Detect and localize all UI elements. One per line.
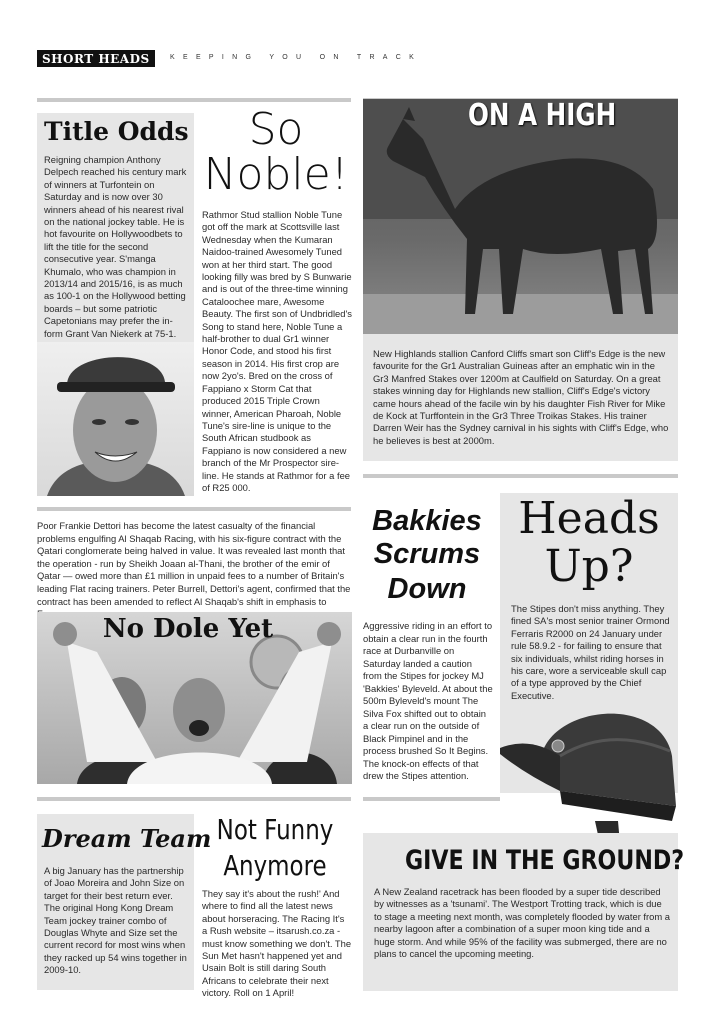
not-funny-heading-1: Not Funny xyxy=(216,813,334,846)
so-noble-heading-2: Noble! xyxy=(203,149,349,200)
title-odds-body: Reigning champion Anthony Delpech reached his century mark of winners at Turfontein on Saturday and is now over 30 winners ahead of his nearest rival on the national jockey table. He is hot favourite on Hollywoodbets to lift the title for the second consecutive year. S'manga Khumalo, who was champion in 2013/14 and 2015/16, is as much as 100-1 on the Hollywood betting boards – but some patriotic Capetonians may prefer the in-form Grant Van Niekerk at 75-1. xyxy=(44,154,187,339)
heads-up-heading-1: Heads xyxy=(518,493,660,544)
no-dole-heading: No Dole Yet xyxy=(102,614,274,644)
divider xyxy=(363,474,678,478)
no-dole-body: Poor Frankie Dettori has become the latest casualty of the financial problems engulfing Al Shaqab Racing, with his six-figure contract with the Qatari conglomerate being halved in value. It was revealed last month that the operation - run by Sheikh Joaan al-Thani, the brother of the emir of Qatar — owed more than £1 million in unpaid fees to a number of Britain's leading Flat racing trainers. Peter Burrell, Dettori's agent, confirmed that the contract has been amended to reflect Al Shaqab's shift in emphasis to xyxy=(37,520,351,607)
on-a-high-body: New Highlands stallion Canford Cliffs smart son Cliff's Edge is the new favourite for the Gr1 Australian Guineas after an emphatic win in the Gr3 Manfred Stakes over 1200m at Caulfield on Saturday. On a great stakes winning day for Highlands new stallion, Cliff's Edge's victory came hours ahead of the facile win by his daughter Fish River for Mike de Kock at Turffontein in the Gr3 Three Troikas Stakes. His trainer Darren Weir has the Sydney carnival in his sights with Cliff's Edge, who he believes is best at 2000m. xyxy=(373,348,669,446)
give-ground-heading: GIVE IN THE GROUND? xyxy=(405,845,685,876)
so-noble-body: Rathmor Stud stallion Noble Tune got off the mark at Scottsville last Wednesday when the Kumaran Naidoo-trained Awesomely Tuned won at her third start. The good looking filly was bred by S Bunwarie and is out of the three-time winning Cataloochee mare, Awesome Beauty. The first son of Undbridled's Song to stand here, Noble Tune a half-brother to dual Gr1 winner Honor Code, and stood his first season in 2014. His first crop are now 2yo's. Bred on the cross of Fappiano x Storm Cat that produced 2015 Triple Crown winner, American Pharoah, Noble Tune's sire-line is unique to the South African studbook as Fappiano is now considered a new branch of the Mr Prospector sire-line. He stands at Rathmor for a fee of R25 000. xyxy=(202,209,352,493)
divider xyxy=(363,797,500,801)
on-a-high-heading: ON A HIGH xyxy=(468,98,617,133)
jockey-portrait xyxy=(37,342,194,496)
skull-cap-photo xyxy=(500,696,678,846)
divider xyxy=(37,98,351,102)
section-tag: SHORT HEADS xyxy=(37,50,155,67)
horse-photo xyxy=(363,99,678,334)
divider xyxy=(37,507,351,511)
give-ground-body: A New Zealand racetrack has been flooded by a super tide described by witnesses as a 'tsunami'. The Westport Trotting track, which is due to stage a meeting next month, was completely flooded by water from a nearby lagoon after a combination of a super moon king tide and a huge storm. And while 95% of the facility was submerged, there are no plans to cancel the upcoming meeting. xyxy=(374,886,670,960)
heads-up-body: The Stipes don't miss anything. They fined SA's most senior trainer Ormond Ferraris R2000 on 24 January under rule 58.9.2 - for failing to ensure that six individuals, whilst riding horses in his care, wore a serviceable skull cap of a type approved by the Chief Executive. xyxy=(511,603,670,701)
bakkies-heading-3: Down xyxy=(387,573,467,605)
not-funny-body: They say it's about the rush!' And where to find all the latest news about horseracing. The Racing It's a Rush website – itsarush.co.za - must know something we don't. The Sun Met hasn't happened yet and Usain Bolt is still daring South Africans to celebrate their next victory. Roll on 1 April! xyxy=(202,888,352,999)
dream-team-heading: Dream Team xyxy=(42,824,212,853)
bakkies-body: Aggressive riding in an effort to obtain a clear run in the fourth race at Durbanville on Saturday landed a caution from the Stipes for jockey MJ 'Bakkies' Byleveld. At about the 500m Byleveld's mount The Silva Fox shifted out to obtain a clear run on the outside of Black Pimpinel and in the process brushed So It Begins. The knock-on effects of that drew the Stipes attention. xyxy=(363,620,493,781)
dream-team-body: A big January has the partnership of Joao Moreira and John Size on target for their best return ever. The original Hong Kong Dream Team jockey trainer combo of Douglas Whyte and Size set the current record for most wins when they racked up 54 wins together in 2009-10. xyxy=(44,865,187,976)
so-noble-heading-1: So xyxy=(248,104,304,155)
divider xyxy=(37,797,351,801)
bakkies-heading-1: Bakkies xyxy=(372,505,482,537)
heads-up-heading-2: Up? xyxy=(544,541,634,592)
section-subtitle: KEEPING YOU ON TRACK xyxy=(170,54,423,61)
bakkies-heading-2: Scrums xyxy=(373,538,481,570)
not-funny-heading-2: Anymore xyxy=(223,849,327,882)
title-odds-heading: Title Odds xyxy=(44,117,189,146)
